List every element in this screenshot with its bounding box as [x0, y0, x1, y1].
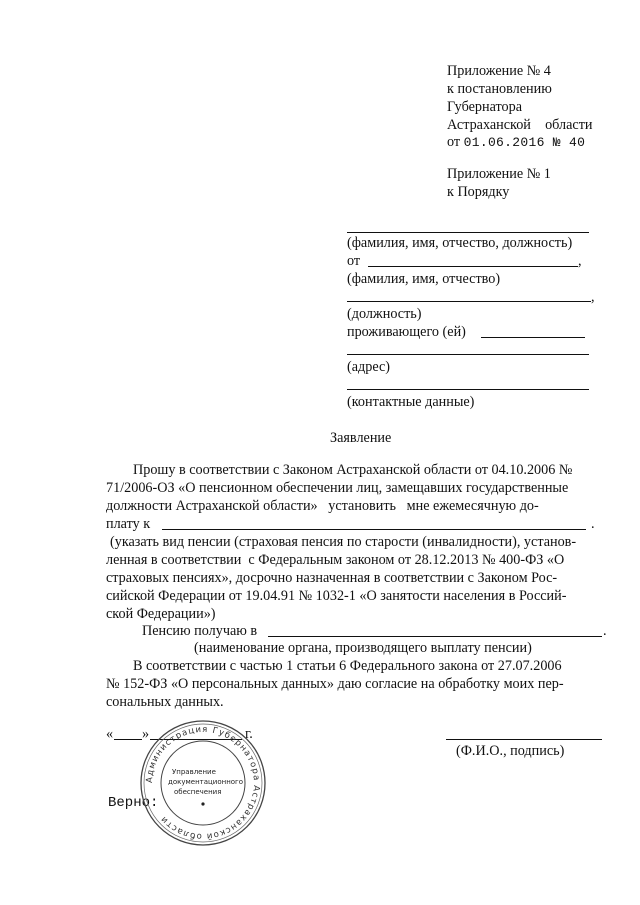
p3-line1: В соответствии с частью 1 статьи 6 Федерального закона от 27.07.2006 [133, 658, 562, 674]
recipient-caption-fio: (фамилия, имя, отчество) [347, 271, 501, 287]
signature-caption: (Ф.И.О., подпись) [456, 743, 565, 759]
header-appendix-1: Приложение № 1 [447, 166, 551, 182]
p1-line4: плату к [106, 516, 151, 532]
header-decree-date [447, 133, 585, 152]
seal-inner-line3: обеспечения [174, 788, 222, 796]
position-comma: , [591, 289, 595, 305]
header-to-decree: к постановлению [447, 81, 552, 97]
document-title: Заявление [330, 430, 392, 446]
pension-receiving-period: . [603, 623, 607, 639]
pension-receiving-caption: (наименование органа, производящего выплату пенсии) [194, 640, 532, 656]
date-close-quote: » [142, 726, 150, 742]
p2-line3: страховых пенсиях», досрочно назначенная в соответствии с Законом Рос- [106, 570, 558, 586]
p1-line2: 71/2006-ОЗ «О пенсионном обеспечении лиц, замещавших государственные [106, 480, 569, 496]
pension-receiving-line [268, 636, 602, 637]
p3-line3: сональных данных. [106, 694, 224, 710]
seal-ring-text: Администрация Губернатора Астраханской области [144, 724, 262, 842]
p3-line2: № 152-ФЗ «О персональных данных» даю согласие на обработку моих пер- [106, 676, 564, 692]
recipient-caption-position: (должность) [347, 306, 422, 322]
p2-line4: сийской Федерации от 19.04.91 № 1032-1 «О занятости населения в Россий- [106, 588, 567, 604]
recipient-caption-contacts: (контактные данные) [347, 394, 475, 410]
recipient-name-line [347, 232, 589, 233]
pension-type-period: . [591, 516, 595, 532]
date-year-suffix: г. [245, 726, 253, 742]
pension-receiving-label: Пенсию получаю в [142, 623, 258, 639]
residing-label: проживающего (ей) [347, 324, 466, 340]
date-open-quote: « [106, 726, 114, 742]
contacts-line [347, 389, 589, 390]
p1-line1: Прошу в соответствии с Законом Астраханской области от 04.10.2006 № [133, 462, 573, 478]
seal-dot [201, 802, 204, 805]
recipient-caption-name-position: (фамилия, имя, отчество, должность) [347, 235, 573, 251]
signature-line [446, 739, 602, 740]
from-label: от [347, 253, 361, 269]
verno-label: Верно: [108, 795, 159, 811]
from-comma: , [578, 253, 582, 269]
header-appendix-4: Приложение № 4 [447, 63, 551, 79]
p2-line5: ской Федерации») [106, 606, 216, 622]
residing-line [481, 337, 585, 338]
header-governor: Губернатора [447, 99, 523, 115]
position-line [347, 301, 591, 302]
pension-type-line [162, 529, 586, 530]
address-line [347, 354, 589, 355]
header-date-value: 01.06.2016 № 40 [463, 135, 586, 150]
header-date-prefix: от [447, 134, 461, 150]
p2-line2: ленная в соответствии с Федеральным законом от 28.12.2013 № 400-ФЗ «О [106, 552, 565, 568]
header-region: Астраханской области [447, 117, 593, 133]
seal-inner-line2: документационного [168, 778, 244, 786]
p1-line3: должности Астраханской области» установить мне ежемесячную до- [106, 498, 539, 514]
official-seal-stamp [138, 718, 268, 848]
seal-inner-line1: Управление [172, 768, 216, 776]
header-to-procedure: к Порядку [447, 184, 510, 200]
p2-line1: (указать вид пенсии (страховая пенсия по старости (инвалидности), установ- [110, 534, 577, 550]
recipient-caption-address: (адрес) [347, 359, 391, 375]
from-line [368, 266, 578, 267]
